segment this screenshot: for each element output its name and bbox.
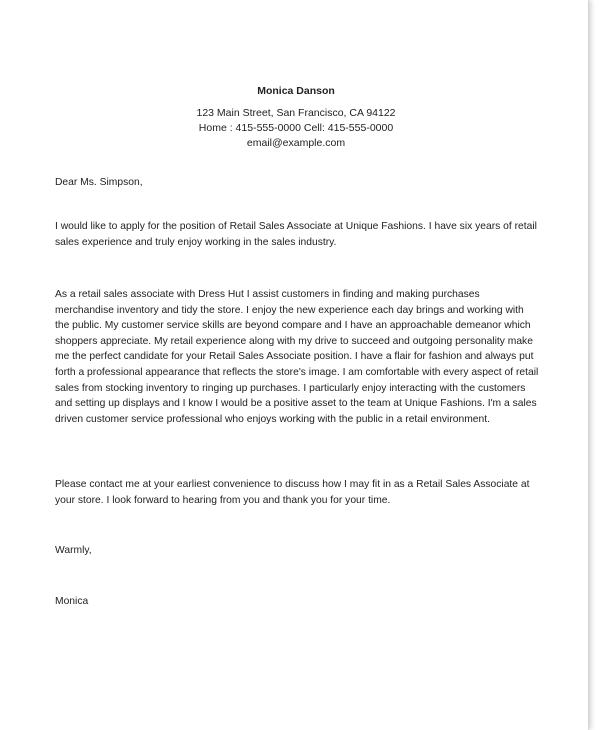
paragraph-intro: I would like to apply for the position of Retail Sales Associate at Unique Fashions. I have six years of retail sales experience and truly enjoy working in the sales industry. [55, 221, 537, 248]
sender-name: Monica Danson [257, 85, 335, 97]
sender-email: email@example.com [246, 137, 346, 149]
sender-address: 123 Main Street, San Francisco, CA 94122 [196, 107, 396, 119]
letterhead [2, 84, 590, 151]
salutation: Dear Ms. Simpson, [55, 177, 143, 188]
paragraph-experience: As a retail sales associate with Dress Hut I assist customers in finding and making purchases merchandise inventory and tidy the store. I enjoy the new experience each day brings and working with the public. My customer service skills are beyond compare and I have an approachable demeanor which shoppers appreciate. My retail experience along with my drive to succeed and outgoing personality make me the perfect candidate for your Retail Sales Associate position. I have a flair for fashion and always put forth a professional appearance that reflects the store's image. I am comfortable with every aspect of retail sales from stocking inventory to ringing up purchases. I particularly enjoy interacting with the customers and setting up displays and I know I would be a positive asset to the team at Unique Fashions. I'm a sales driven customer service professional who enjoys working with the public in a retail environment. [55, 289, 539, 425]
sender-phones: Home : 415-555-0000 Cell: 415-555-0000 [198, 122, 394, 134]
sender-contact [2, 106, 590, 151]
paragraph-contact: Please contact me at your earliest convenience to discuss how I may fit in as a Retail Sales Associate at your store. I look forward to hearing from you and thank you for your time. [55, 479, 530, 506]
signature: Monica [55, 596, 89, 607]
closing: Warmly, [55, 545, 92, 556]
